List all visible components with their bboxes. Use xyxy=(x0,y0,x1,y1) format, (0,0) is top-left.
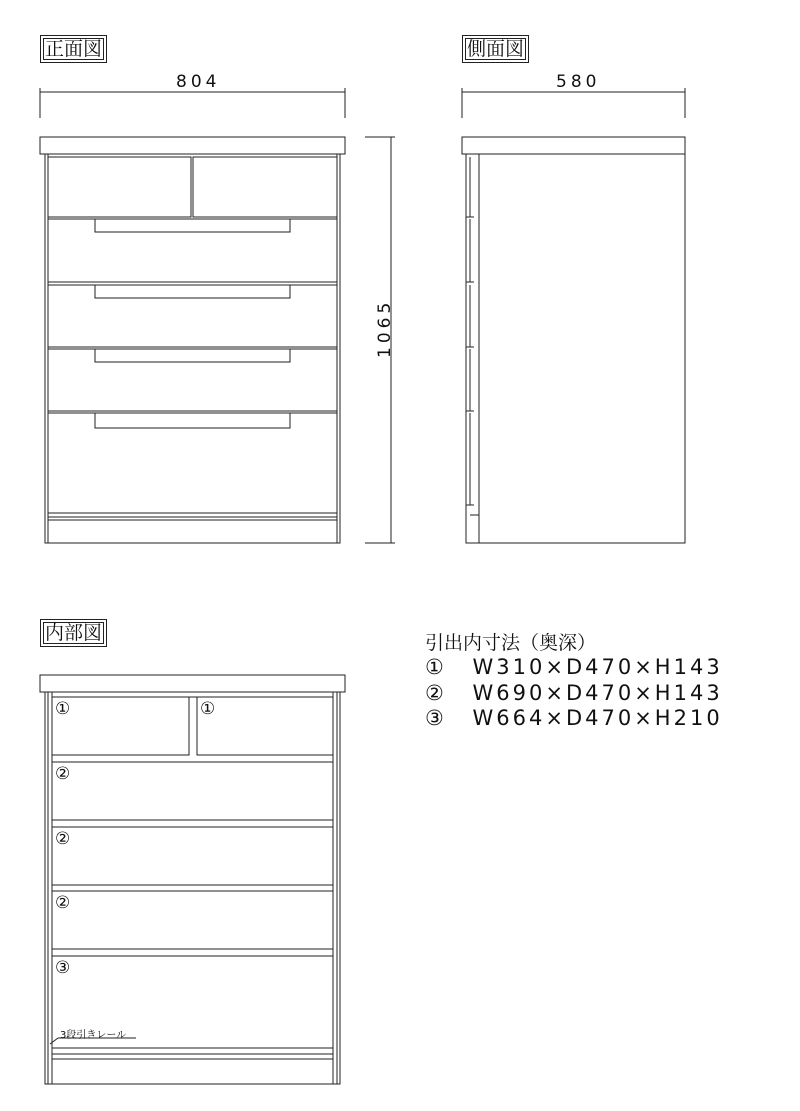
rail-note: 3段引きレール xyxy=(60,1030,127,1041)
depth-dimension: 580 xyxy=(556,72,601,92)
spec-line-1 xyxy=(425,655,723,679)
spec-text-1: W310×D470×H143 xyxy=(472,655,723,679)
spec-mark-1: ① xyxy=(425,655,447,679)
spec-title: 引出内寸法（奥深） xyxy=(425,632,597,654)
spec-text-3: W664×D470×H210 xyxy=(472,706,723,730)
spec-line-2 xyxy=(425,681,723,705)
spec-line-3 xyxy=(425,706,723,730)
height-dimension: 1065 xyxy=(375,298,395,358)
spec-text-2: W690×D470×H143 xyxy=(472,681,723,705)
drawer-label-2b: ② xyxy=(55,829,71,849)
drawer-label-1a: ① xyxy=(55,699,71,719)
front-view-title: 正面図 xyxy=(40,35,107,63)
width-dimension: 804 xyxy=(176,72,221,92)
interior-view-title: 内部図 xyxy=(40,619,107,647)
spec-mark-3: ③ xyxy=(425,706,447,730)
drawer-label-2c: ② xyxy=(55,893,71,913)
spec-mark-2: ② xyxy=(425,681,447,705)
side-view-title: 側面図 xyxy=(462,35,529,63)
drawer-label-1b: ① xyxy=(200,699,216,719)
drawer-label-3: ③ xyxy=(55,958,71,978)
drawer-label-2a: ② xyxy=(55,764,71,784)
